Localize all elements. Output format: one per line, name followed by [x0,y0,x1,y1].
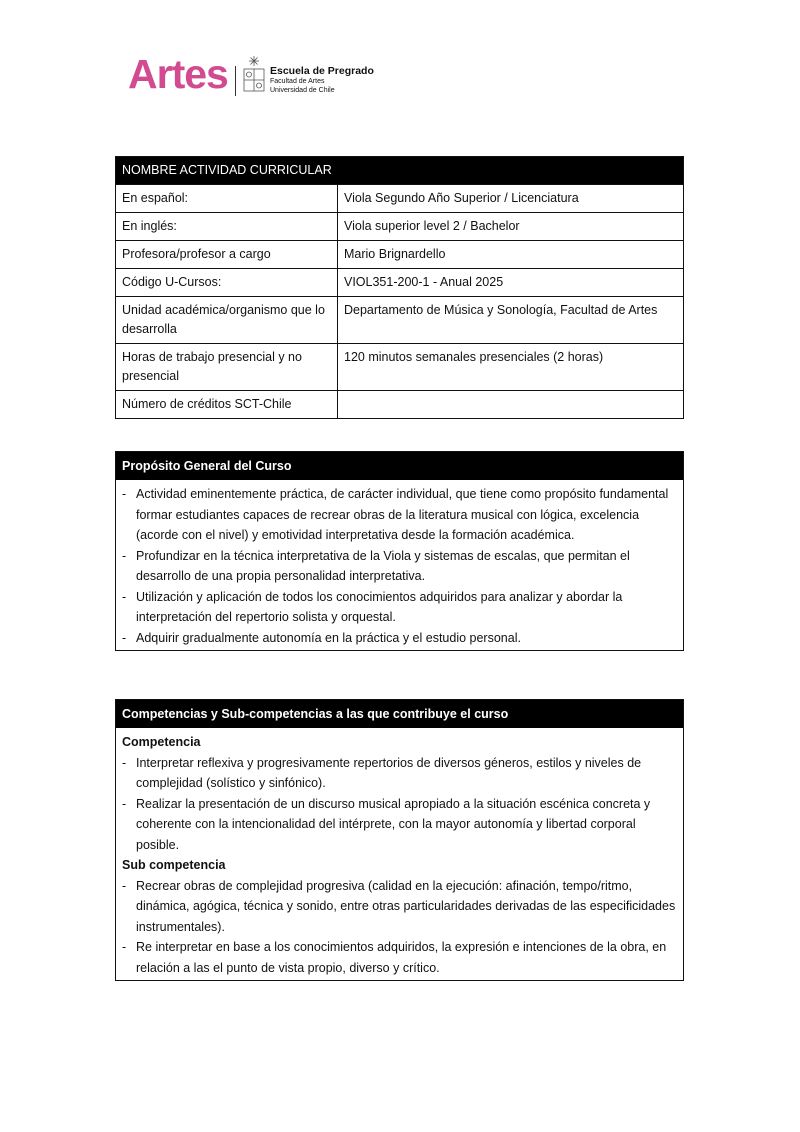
row-value [338,391,684,419]
row-value: VIOL351-200-1 - Anual 2025 [338,269,684,297]
row-label: Número de créditos SCT-Chile [116,391,338,419]
row-label: Horas de trabajo presencial y no presencial [116,344,338,391]
list-item: - Re interpretar en base a los conocimientos adquiridos, la expresión e intenciones de la obra, en relación a las el punto de vista propio, diverso y crítico. [122,940,667,975]
list-item-text: Realizar la presentación de un discurso musical apropiado a la situación escénica concreta y coherente con la intencionalidad del intérprete, con la mayor autonomía y libertad corporal posible. [136,796,651,852]
proposito-title: Propósito General del Curso [116,452,683,480]
school-line-3: Universidad de Chile [270,87,335,94]
logo-wordmark [128,52,228,96]
row-label: Unidad académica/organismo que lo desarrolla [116,297,338,344]
school-line-1: Escuela de Pregrado [270,65,374,77]
table-row [116,269,684,297]
row-value: Viola superior level 2 / Bachelor [338,213,684,241]
list-item: - Profundizar en la técnica interpretativa de la Viola y sistemas de escalas, que permitan el desarrollo de una propia personalidad interpretativa. [122,548,630,583]
table-row [116,241,684,269]
row-label: En español: [116,185,338,213]
row-value: Mario Brignardello [338,241,684,269]
list-item-text: Re interpretar en base a los conocimientos adquiridos, la expresión e intenciones de la obra, en relación a las el punto de vista propio, diverso y crítico. [136,940,667,975]
list-item-text: Adquirir gradualmente autonomía en la práctica y el estudio personal. [136,630,521,645]
row-value: 120 minutos semanales presenciales (2 horas) [338,344,684,391]
competencia-heading: Competencia [122,735,201,749]
list-item: - Utilización y aplicación de todos los conocimientos adquiridos para analizar y abordar la interpretación del repertorio solista y orquestal. [122,589,623,624]
row-label: Profesora/profesor a cargo [116,241,338,269]
logo-wordmark-text: Artes [128,51,228,97]
list-item-text: Interpretar reflexiva y progresivamente repertorios de diversos géneros, estilos y niveles de complejidad (solístico y sinfónico). [136,755,642,790]
competencias-section [115,699,684,981]
course-info-title: NOMBRE ACTIVIDAD CURRICULAR [116,157,684,185]
school-line-2: Facultad de Artes [270,78,325,85]
sub-competencia-heading: Sub competencia [122,858,226,872]
list-item-text: Actividad eminentemente práctica, de carácter individual, que tiene como propósito fundamental formar estudiantes capaces de recrear obras de la literatura musical con lógica, excelencia (acorde con el nivel) y emotividad interpretativa desde la formación académica. [136,487,669,542]
row-label: En inglés: [116,213,338,241]
table-row [116,185,684,213]
table-row [116,297,684,344]
list-item-text: Recrear obras de complejidad progresiva (calidad en la ejecución: afinación, tempo/ritmo, dinámica, agógica, técnica y sonido, entre otras particularidades derivadas de las especificidades instrumentales). [136,878,676,934]
list-item: - Interpretar reflexiva y progresivamente repertorios de diversos géneros, estilos y niveles de complejidad (solístico y sinfónico). [122,755,642,790]
table-row [116,213,684,241]
proposito-section [115,451,684,651]
competencias-body [116,728,683,980]
table-row [116,391,684,419]
faculty-logo [128,50,388,100]
proposito-list [116,480,683,650]
list-item-text: Profundizar en la técnica interpretativa de la Viola y sistemas de escalas, que permitan el desarrollo de una propia personalidad interpretativa. [136,548,630,583]
row-label: Código U-Cursos: [116,269,338,297]
university-crest-icon [241,54,267,96]
list-item: - Recrear obras de complejidad progresiva (calidad en la ejecución: afinación, tempo/ritmo, dinámica, agógica, técnica y sonido, entre otras particularidades derivadas de las especificidades instrumentales). [122,878,676,934]
row-value: Viola Segundo Año Superior / Licenciatura [338,185,684,213]
list-item-text: Utilización y aplicación de todos los conocimientos adquiridos para analizar y abordar la interpretación del repertorio solista y orquestal. [136,589,623,624]
list-item: - Realizar la presentación de un discurso musical apropiado a la situación escénica concreta y coherente con la intencionalidad del intérprete, con la mayor autonomía y libertad corporal posible. [122,796,651,852]
school-name [270,67,374,95]
logo-divider [235,66,236,96]
competencias-title: Competencias y Sub-competencias a las que contribuye el curso [116,700,683,728]
course-info-table [115,156,684,419]
list-item: - Adquirir gradualmente autonomía en la práctica y el estudio personal. [122,630,521,645]
row-value: Departamento de Música y Sonología, Facultad de Artes [338,297,684,344]
table-row [116,344,684,391]
list-item: - Actividad eminentemente práctica, de carácter individual, que tiene como propósito fundamental formar estudiantes capaces de recrear obras de la literatura musical con lógica, excelencia (acorde con el nivel) y emotividad interpretativa desde la formación académica. [122,487,669,542]
